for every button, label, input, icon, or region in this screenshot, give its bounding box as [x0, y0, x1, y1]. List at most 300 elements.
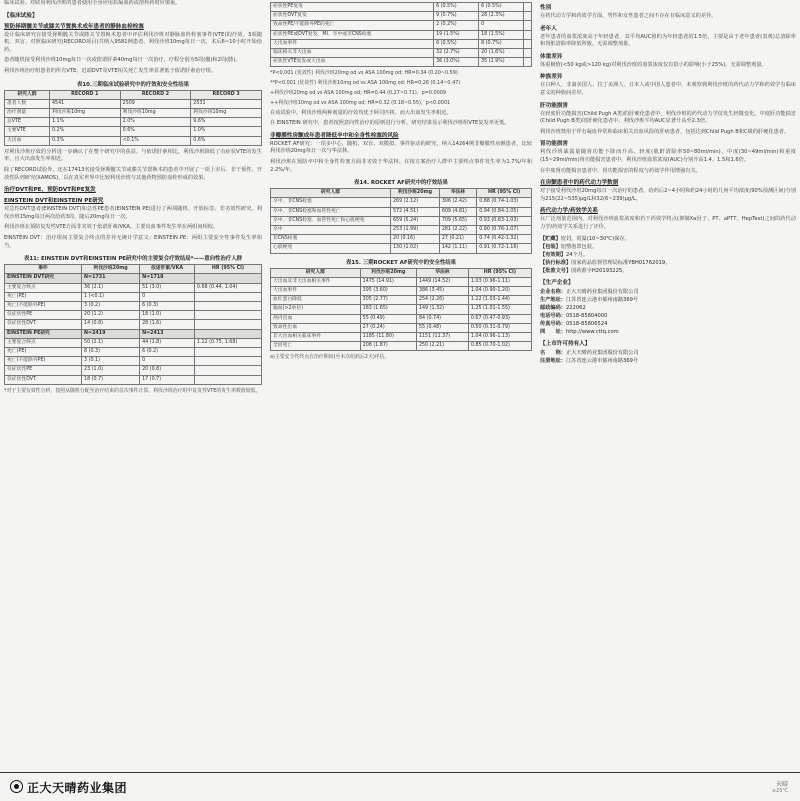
table-cell [524, 21, 532, 30]
info-line [540, 267, 796, 275]
table-cell: N=1718 [140, 274, 195, 283]
table-cell: 卒中 [271, 225, 391, 234]
table-row [271, 323, 532, 332]
table-cell: 27 (0.24) [360, 323, 416, 332]
table-cell: 非大出血相关临床事件 [271, 333, 361, 342]
table-row [5, 320, 262, 329]
table-row [271, 244, 532, 253]
table-cell: 非CNS栓塞 [271, 235, 391, 244]
table-cell: 395 (3.60) [360, 287, 416, 296]
table-cell: 主要复合终点 [5, 338, 82, 347]
holder-list [540, 349, 796, 365]
table-cell: 死亡(不能除外PE) [5, 357, 82, 366]
table-cell [524, 12, 532, 21]
table-row [271, 3, 532, 12]
table-row [271, 287, 532, 296]
info-value: 国药准字H20193225。 [571, 267, 628, 274]
table-cell: 4541 [49, 99, 120, 108]
table-cell: 症状性VTE复发或大出血 [271, 58, 434, 67]
subsection-heading: 老年人 [540, 25, 557, 32]
subsection-heading: 非瓣膜性房颤成年患者降低卒中和全身性栓塞的风险 [270, 132, 399, 139]
table-cell: 颅内出血 [271, 314, 361, 323]
table-cell: 2531 [191, 99, 262, 108]
info-label: 网 址： [540, 328, 566, 335]
table-cell [194, 347, 261, 356]
table-cell: 281 (2.22) [439, 225, 476, 234]
table-cell: 0.67 (0.47-0.93) [468, 314, 531, 323]
product-info-list [540, 235, 796, 275]
table-footnote: a)主要安全性终点在治疗期间(至末次给药后2天)评估。 [270, 354, 390, 361]
table-row [271, 198, 532, 207]
table-cell: 2 (0.2%) [434, 21, 479, 30]
table-cell: 6 (0.5%) [434, 39, 479, 48]
table-cell: 大出血事件 [271, 287, 361, 296]
info-value: 24个月。 [565, 251, 589, 258]
table-row [271, 305, 532, 314]
info-label: 【批准文号】 [540, 267, 572, 274]
table-cell: 利伐沙班10mg [191, 108, 262, 117]
info-value: 铝塑泡罩包装。 [560, 243, 598, 250]
table-cell: 死亡(PE) [5, 347, 82, 356]
paragraph: 在该试验中，利伐沙班两种剂量的疗效均优于阿司匹林，而大出血发生率相近。 [270, 109, 452, 116]
info-line [540, 349, 796, 357]
table-cell: 18 (0.7) [82, 375, 140, 384]
table-row [271, 342, 532, 351]
info-line [540, 243, 796, 251]
subsection-heading: 肾功能损害 [540, 141, 568, 148]
info-value: 密封，常温(10~30℃)保存。 [560, 235, 630, 242]
table-cell: 治疗剂量 [5, 108, 50, 117]
info-line [540, 304, 796, 312]
table-cell: 血红蛋白降低 [271, 296, 361, 305]
table-cell: 1185 (11.80) [360, 333, 416, 342]
table-cell: 23 (1.0) [82, 366, 140, 375]
info-value: 国家药品监督管理局标准YBH01762019。 [571, 259, 671, 266]
table-cell: 6 (0.5%) [479, 3, 524, 12]
table-row [5, 347, 262, 356]
info-value: 江苏省连云港市郁州南路369号 [565, 296, 639, 303]
table-cell: 35 (2.9%) [479, 58, 524, 67]
table-cell: EINSTEIN PE研究 [5, 329, 82, 338]
table-cell: 死亡(不能除外PE) [5, 301, 82, 310]
table-cell: 卒中、非CNS栓塞 [271, 198, 391, 207]
subsection-heading: 药代动力学/药效学关系 [540, 208, 598, 215]
table-header-cell: HR (95% CI) [194, 265, 261, 274]
info-value: 江苏省连云港市郁州南路369号 [565, 357, 639, 364]
info-line [540, 259, 796, 267]
table-cell: 386 (3.45) [416, 287, 468, 296]
manufacturer-list [540, 288, 796, 336]
table-cell: 1 (<0.1) [82, 292, 140, 301]
table-cell: 6 (0.2) [140, 347, 195, 356]
subsection-heading: 治疗DVT和PE、预防DVT和PE复发 [4, 187, 96, 194]
table-cell: 3 (0.2) [82, 301, 140, 310]
table-cell [194, 366, 261, 375]
manufacturer-heading: 【生产企业】 [540, 279, 574, 286]
paragraph: 在中度肾功能损害患者中，肾功能损害的程度与药效学作用增强有关。 [540, 167, 701, 174]
table-cell: 0.91 (0.72-1.16) [477, 244, 532, 253]
table-cell: 1.1% [49, 118, 120, 127]
table-row [271, 39, 532, 48]
info-line [540, 328, 796, 336]
table-caption: 表11: EINSTEIN DVT和EINSTEIN PE研究中的主要复合疗效结局*——意向性治疗人群 [24, 256, 242, 263]
table-cell: 27 (0.21) [439, 235, 476, 244]
info-label: 电话号码： [540, 312, 566, 319]
table-cell [194, 329, 261, 338]
table-row [271, 225, 532, 234]
table-cell: 306 (2.42) [439, 198, 476, 207]
paragraph: 利伐沙班在预防复发性VTE方面非劣效于依诺肝素/VKA。主要出血事件发生率在两组间相似。 [4, 224, 219, 231]
table-cell: 1151 (11.37) [416, 333, 468, 342]
table-cell: 全因死亡 [271, 342, 361, 351]
paragraph: 在轻度肝功能损害(Child Pugh A类)的肝硬化患者中，利伐沙班的药代动力学仅发生轻微变化。中度肝功能损害(Child Pugh B类)的肝硬化患者中，利伐沙班平均AUC显著升高至2.3倍。 [540, 110, 796, 125]
subsection-heading: 在房颤患者中的药代动力学数据 [540, 180, 619, 187]
table-cell: 6 (0.3) [140, 301, 195, 310]
table-cell: 致命性PE/不能除外PE的死亡 [271, 21, 434, 30]
table-row [5, 108, 262, 117]
table-cell: 572 (4.51) [390, 207, 439, 216]
company-logo [10, 779, 127, 796]
footnote: *P<0.001 (优效性) 利伐沙班20mg od vs ASA 100mg od; HR=0.34 (0.20~0.59) [270, 70, 458, 77]
table-cell: 1.12 (0.75, 1.68) [194, 338, 261, 347]
table-cell: 28 (1.6) [140, 320, 195, 329]
table-header-cell: 研究人群 [5, 90, 50, 99]
paragraph: 在 EINSTEIN 研究中，患者按照意向性治疗的原则进行分析。研究结果显示利伐沙班组VTE复发率更低。 [270, 120, 510, 127]
table-cell: 50 (2.1) [82, 338, 140, 347]
einstein-results-table [4, 264, 262, 385]
table-cell: 大出血及非大出血相关事件 [271, 277, 361, 286]
table-cell: 18 (1.5%) [479, 30, 524, 39]
table-row [5, 292, 262, 301]
table-row [5, 99, 262, 108]
einstein-choice-table [270, 2, 532, 67]
table-row [5, 311, 262, 320]
company-name: 正大天晴药业集团 [27, 781, 128, 795]
table-cell: 28 (2.3%) [479, 12, 524, 21]
table-cell: 8 (0.3) [82, 347, 140, 356]
table-cell: 183 (1.65) [360, 305, 416, 314]
table-cell: 20 (1.6%) [479, 49, 524, 58]
table-cell: 仅症状性PE [5, 366, 82, 375]
table-cell: 36 (2.1) [82, 283, 140, 292]
table-cell: 269 (2.12) [390, 198, 439, 207]
paragraph: ROCKET AF研究：一项多中心、随机、双盲、双模拟、事件驱动的研究，纳入14264例非瓣膜性房颤患者，比较利伐沙班20mg每日一次与华法林。 [270, 140, 532, 155]
table-cell: 死亡(PE) [5, 292, 82, 301]
table-cell: 18 (1.0) [140, 311, 195, 320]
table-cell: 1.04 (0.90-1.20) [468, 287, 531, 296]
table-cell [194, 301, 261, 310]
column-left [4, 0, 262, 772]
paragraph: 在白种人、非裔美国人、拉丁美洲人、日本人或中国人患者中，未观察到利伐沙班的药代动力学和药效学有临床意义的种族间差异。 [540, 82, 796, 96]
table-header-cell: 利伐沙班20mg [82, 265, 140, 274]
table-row [271, 314, 532, 323]
table-row [5, 118, 262, 127]
table-cell: 0 [140, 292, 195, 301]
table-cell [194, 311, 261, 320]
rocket-safety-table [270, 268, 532, 352]
table-cell: 1.03 (0.96-1.11) [468, 277, 531, 286]
table-header-cell: 依诺肝素/VKA [140, 265, 195, 274]
table-cell: 659 (5.24) [390, 216, 439, 225]
table-cell: 1.25 (1.01-1.55) [468, 305, 531, 314]
table-header-cell: 利伐沙班20mg [360, 268, 416, 277]
table-row [271, 21, 532, 30]
table-row [5, 136, 262, 145]
paragraph: 利伐沙班治疗组患者的所有VTE、近端DVT及VTE相关死亡发生率显著低于依诺肝素治疗组。 [4, 67, 217, 74]
info-line [540, 357, 796, 365]
table-cell: 9.6% [191, 118, 262, 127]
info-value: 0518-85804000 [565, 312, 608, 319]
table-cell: 51 (3.0) [140, 283, 195, 292]
subsection-heading: 种族差异 [540, 74, 563, 81]
table-cell: 208 (1.87) [360, 342, 416, 351]
table-cell: 症状性PE复发 [271, 3, 434, 12]
table-cell: 32 (2.7%) [434, 49, 479, 58]
table-cell: 0 [479, 21, 524, 30]
info-label: 企业名称： [540, 288, 566, 295]
table-cell: 0.93 (0.83-1.03) [477, 216, 532, 225]
table-row [271, 58, 532, 67]
table-cell: 1.04 (0.96-1.13) [468, 333, 531, 342]
table-row [5, 357, 262, 366]
table-cell: 0.90 (0.76-1.07) [477, 225, 532, 234]
info-value: 0518-85806524 [565, 320, 608, 327]
table-cell: 55 (0.48) [416, 323, 468, 332]
table-cell: 症状性DVT复发 [271, 12, 434, 21]
paragraph: 对急性DVT患者(EINSTEIN DVT)和急性PE患者(EINSTEIN PE)进行了两项随机、开放标签、非劣效性研究。利伐沙班15mg每日两次给药3周，随后20mg每日一次。 [4, 206, 262, 220]
table-cell: 14 (0.8) [82, 320, 140, 329]
table-header-cell: 利伐沙班20mg [390, 189, 439, 198]
table-cell: 17 (0.7) [140, 375, 195, 384]
table-header-cell: 研究人群 [271, 268, 361, 277]
table-cell: 0.88 (0.74-1.03) [477, 198, 532, 207]
table-cell: 利伐沙班10mg [49, 108, 120, 117]
table-cell: 心肌梗死 [271, 244, 391, 253]
paragraph: 临床试验。对联用利伐沙班的患者使用全身应用抗凝血药或溶栓药时应慎重。 [4, 0, 181, 6]
subsection-heading: 肝功能损害 [540, 102, 568, 109]
table-cell: 主要VTE [5, 127, 50, 136]
table-row [271, 296, 532, 305]
table-row [271, 333, 532, 342]
table-cell: 84 (0.74) [416, 314, 468, 323]
table-caption: 表15. 三期ROCKET AF研究中的安全性结果 [345, 259, 457, 266]
table-cell: 卒中、非CNS栓塞和血管性死亡 [271, 207, 391, 216]
info-label: 生产地址： [540, 296, 566, 303]
table-row [5, 329, 262, 338]
record-results-table [4, 90, 262, 146]
table-row [5, 375, 262, 384]
table-cell [524, 58, 532, 67]
table-header-cell: 华法林 [439, 189, 476, 198]
table-cell: 253 (1.99) [390, 225, 439, 234]
table-cell: 609 (4.81) [439, 207, 476, 216]
info-label: 名 称： [540, 349, 566, 356]
table-cell: 0.2% [49, 127, 120, 136]
table-cell: 大出血事件 [271, 39, 434, 48]
column-middle [270, 0, 532, 772]
table-cell: 0.94 (0.84-1.05) [477, 207, 532, 216]
table-cell: EINSTEIN DVT研究 [5, 274, 82, 283]
paragraph: 利伐沙班暴露量随肾功能下降而升高。轻度(肌酐清除率50~80ml/min)、中度(30~49ml/min)和重度(15~29ml/min)肾功能损害患者中，利伐沙班血浆浓度(AUC)分别升高1.4、1.5和1.6倍。 [540, 149, 796, 163]
table-cell: 1.22 (1.03-1.44) [468, 296, 531, 305]
table-cell [524, 30, 532, 39]
table-cell: 19 (1.5%) [434, 30, 479, 39]
info-label: 传真号码： [540, 320, 566, 327]
table-cell: 709 (5.65) [439, 216, 476, 225]
table-cell: 20 (1.2) [82, 311, 140, 320]
table-cell [194, 357, 261, 366]
table-cell: 仅症状性PE [5, 311, 82, 320]
table-cell [524, 3, 532, 12]
table-cell: 症状性PE或DVT复发、MI、卒中或非CNS栓塞 [271, 30, 434, 39]
table-row [271, 49, 532, 58]
table-cell: 2509 [120, 99, 191, 108]
info-label: 【执行标准】 [540, 259, 572, 266]
table-cell: 总VTE [5, 118, 50, 127]
info-value: 222062 [565, 304, 586, 311]
paragraph: 患者随机接受利伐沙班10mg每日一次或依诺肝素40mg每日一次治疗，疗程分别为5周(髋)和2周(膝)。 [4, 57, 241, 64]
paragraph: 对利伐沙班疗效的分析进一步确认了在整个研究中的获益。与依诺肝素相比，利伐沙班降低了有症状VTE的发生率，且大出血发生率相近。 [4, 148, 262, 163]
table-row [5, 274, 262, 283]
table-caption: 表14. ROCKET AF研究中的疗效结果 [354, 180, 448, 187]
table-cell: 44 (1.8) [140, 338, 195, 347]
table-cell: 254 (2.26) [416, 296, 468, 305]
table-cell: 致命性出血 [271, 323, 361, 332]
subsection-heading: 预防择期髋关节或膝关节置换术成年患者的静脉血栓栓塞 [4, 23, 144, 30]
table-row [271, 216, 532, 225]
table-row [5, 338, 262, 347]
table-cell: 卒中、非CNS栓塞、血管性死亡和心肌梗死 [271, 216, 391, 225]
table-cell: 1449 (14.52) [416, 277, 468, 286]
paragraph: 老年患者的血浆浓度高于年轻患者，其平均AUC值约为年轻患者的1.5倍，主要是由于老年患者(表观)总清除率和肾脏清除率降低所致。无需调整剂量。 [540, 33, 796, 48]
table-header-cell: 事件 [5, 265, 82, 274]
table-footnote: *对于主要有效性分析，按照从随机分配至治疗结束的首次事件计算。利伐沙班治疗组中复发性VTE的发生率数值较低。 [4, 387, 261, 394]
info-value: http://www.cttq.com [565, 328, 619, 335]
table-cell: <0.1% [120, 136, 191, 145]
table-cell: 9 (0.7%) [434, 12, 479, 21]
column-right [540, 0, 796, 772]
table-row [5, 283, 262, 292]
paragraph: 利伐沙班禁用于伴有凝血异常和临床相关出血风险的肝病患者，包括达到Child Pugh B和C级的肝硬化患者。 [540, 128, 790, 135]
table-cell: 55 (0.49) [360, 314, 416, 323]
table-header-cell: HR (95% CI) [477, 189, 532, 198]
table-cell: 130 (1.02) [390, 244, 439, 253]
table-cell: 0.74 (0.42-1.32) [477, 235, 532, 244]
paragraph: 在广泛剂量范围内，对利伐沙班血浆浓度和若干药效学终点(抑制Xa因子、PT、aPTT、HepTest)之间的药代动力学/药效学关系进行了评价。 [540, 216, 796, 230]
table-cell [194, 274, 261, 283]
table-cell: 0.85 (0.70-1.02) [468, 342, 531, 351]
subsection-heading: EINSTEIN DVT和EINSTEIN PE研究 [4, 198, 104, 205]
table-cell [194, 292, 261, 301]
table-cell: N=2419 [82, 329, 140, 338]
table-cell: 输血(>2单位) [271, 305, 361, 314]
table-cell: 149 (1.32) [416, 305, 468, 314]
table-cell: 305 (2.77) [360, 296, 416, 305]
table-cell: 2.0% [120, 118, 191, 127]
rocket-efficacy-table [270, 188, 532, 253]
info-line [540, 251, 796, 259]
table-cell: 患者人数 [5, 99, 50, 108]
footnote: ++利伐沙班10mg od vs ASA 100mg od; HR=0.32 (0.18~0.55)，p<0.0001 [270, 99, 451, 106]
section-heading: 【临床试验】 [4, 12, 38, 19]
table-cell [194, 320, 261, 329]
table-cell: 利伐沙班10mg [120, 108, 191, 117]
paragraph: 设计临床研究在接受择期髋关节或膝关节置换术患者中评估利伐沙班对静脉血栓栓塞事件(VTE)的疗效。3项随机、双盲、对照临床研究(RECORD项目)共纳入9581例患者。利伐沙班10mg每日一次，术后6~10小时开始给药。 [4, 31, 262, 53]
table-row [271, 30, 532, 39]
subsection-heading: 体重差异 [540, 53, 563, 60]
table-cell: 仅症状性DVT [5, 375, 82, 384]
table-cell: 20 (0.8) [140, 366, 195, 375]
table-header-cell: RECORD 2 [120, 90, 191, 99]
paragraph: 利伐沙班在预防卒中和全身性栓塞方面非劣效于华法林。在按方案治疗人群中主要终点事件发生率为1.7%/年和2.2%/年。 [270, 158, 532, 173]
table-cell: 1475 (14.91) [360, 277, 416, 286]
table-row [271, 12, 532, 21]
table-cell: 36 (3.0%) [434, 58, 479, 67]
logo-icon [10, 780, 23, 793]
table-cell [524, 39, 532, 48]
info-label: 邮政编码： [540, 304, 566, 311]
table-cell: N=1731 [82, 274, 140, 283]
table-cell: 仅症状性DVT [5, 320, 82, 329]
table-cell: 0.6% [191, 136, 262, 145]
table-row [271, 207, 532, 216]
brand-mark: 天晴 [775, 781, 788, 788]
table-cell: 20 (0.16) [390, 235, 439, 244]
table-cell: 6 (0.5%) [434, 3, 479, 12]
table-cell: 8 (0.7%) [479, 39, 524, 48]
table-cell: N=2413 [140, 329, 195, 338]
info-label: 【有效期】 [540, 251, 566, 258]
paragraph: 在药代动力学和药效学方面，男性和女性患者之间不存在有临床意义的差异。 [540, 13, 717, 19]
table-cell: 0.68 (0.44, 1.04) [194, 283, 261, 292]
table-header-cell: RECORD 1 [49, 90, 120, 99]
table-header-cell: 华法林 [416, 268, 468, 277]
info-label: 【贮藏】 [540, 235, 561, 242]
table-cell: 临床相关非大出血 [271, 49, 434, 58]
info-line [540, 312, 796, 320]
info-line [540, 235, 796, 243]
table-row [5, 127, 262, 136]
table-caption: 表10.三期临床试验研究中的疗效和安全性结果 [77, 81, 189, 88]
info-value: 正大天晴药业集团股份有限公司 [565, 349, 639, 356]
footnote: **P<0.001 (优效性) 利伐沙班10mg od vs ASA 100mg od; HR=0.26 (0.14~0.47) [270, 80, 461, 87]
table-cell: 0.50 (0.31-0.79) [468, 323, 531, 332]
table-cell: 1.0% [191, 127, 262, 136]
holder-heading: 【上市许可持有人】 [540, 340, 591, 347]
table-header-cell: HR (95% CI) [468, 268, 531, 277]
table-cell: 250 (2.21) [416, 342, 468, 351]
table-row [271, 235, 532, 244]
info-line [540, 296, 796, 304]
table-header-cell: RECORD 3 [191, 90, 262, 99]
footnote: +利伐沙班20mg od vs ASA 100mg od; HR=0.44 (0.27~0.71)，p=0.0009 [270, 90, 446, 97]
table-cell [194, 375, 261, 384]
table-cell: 3 (0.1) [82, 357, 140, 366]
storage-note: ≥25℃ [771, 788, 788, 794]
subsection-heading: 性别 [540, 5, 552, 11]
table-cell: 大出血 [5, 136, 50, 145]
table-row [271, 277, 532, 286]
paragraph: 对于接受利伐沙班20mg每日一次治疗的患者，给药后2~4小时和约24小时的几何平均浓度(90%预测区间)分别为215(22~535)μg/L和32(6~239)μg/L。 [540, 188, 796, 202]
table-cell: 0 [140, 357, 195, 366]
paragraph: EINSTEIN DVT：治疗组间主要复合终点的差异无统计学意义；EINSTEIN PE：两组主要安全性事件发生率相当。 [4, 234, 262, 249]
table-cell [524, 49, 532, 58]
table-cell: 主要复合终点 [5, 283, 82, 292]
info-line [540, 288, 796, 296]
info-label: 注册地址： [540, 357, 566, 364]
table-cell: 0.3% [49, 136, 120, 145]
table-header-cell: 研究人群 [271, 189, 391, 198]
